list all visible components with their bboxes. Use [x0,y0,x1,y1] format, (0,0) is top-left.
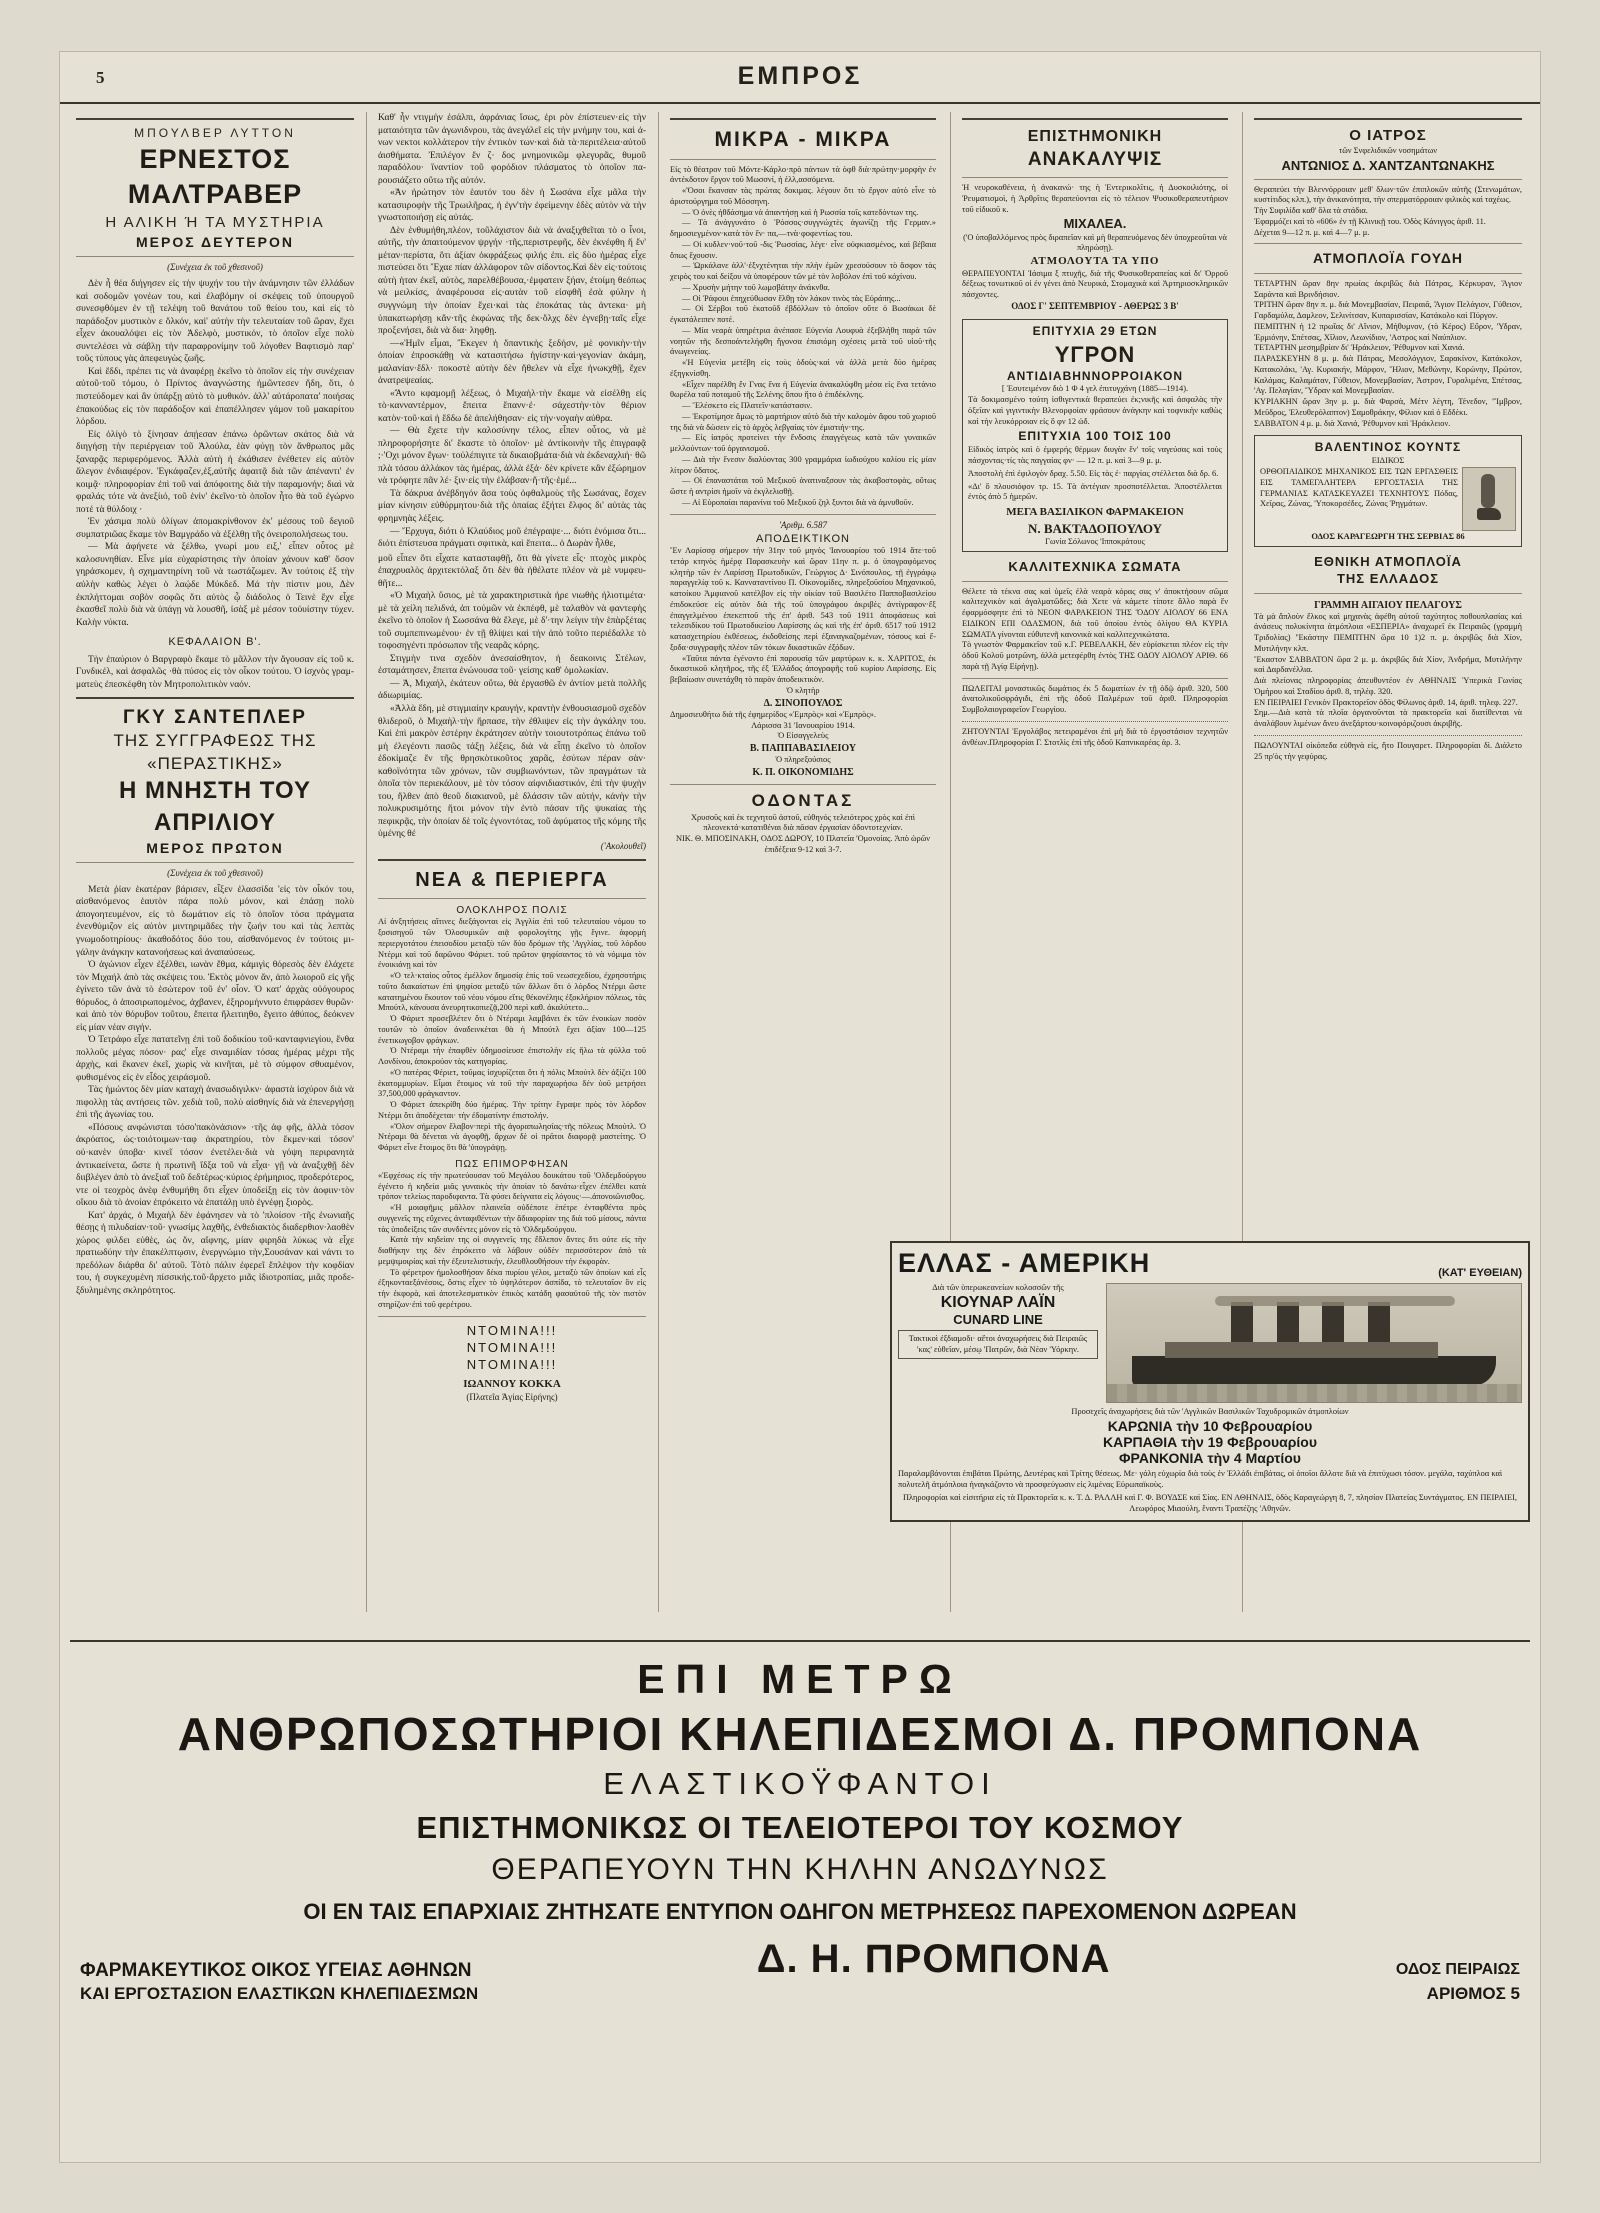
paragraph: Ἡ νευροκαθένεια, ἡ ἀνακανώ· της ἡ Ἐντερικολῖτις, ἡ Δυσκοιλιότης, οἱ Ῥευματισμοὶ, ἡ Ἀρθρῖτις θεραπεύονται εἰς τὸ τέλειον Ψυσικοθεραπευτήριον τοῦ εἰδικοῦ κ. [962,183,1228,214]
domina-ad-heading-3: ΝΤΟΜΙΝΑ!!! [466,1357,558,1373]
paragraph: Τὴν Συφιλίδα καθ' ὅλα τὰ στάδια. [1254,206,1368,216]
schedule-row: ΤΡΙΤΗΝ ὥραν 8ην π. μ. διὰ Μονεμβασίαν, Πειραιᾶ, Ἅγιον Πελάγιον, Γύθειον, Γαρδαμύλα, Δαμλεον, Σελινίτσαν, Κυπαρισσίαν, Κατάκολο καὶ Πύργον. [1254,300,1522,321]
orthopedic-ad-address: ΟΔΟΣ ΚΑΡΑΓΕΩΡΓΗ ΤΗΣ ΣΕΡΒΙΑΣ 86 [1311,531,1465,541]
ygron-ad-subtitle: ΑΝΤΙΔΙΑΒΗΝΝΟΡΡΟΙΑΚΟΝ [1006,368,1184,383]
paragraph: — Εἰς ἰατρὸς προτείνει τὴν ἔνδοσις ἐπαγγέγεως κατὰ τῶν γυναικῶν μελλούντων·τοῦ ὀργανισμοῦ. [670,433,936,454]
paragraph: Δέχεται 9—12 π. μ. καὶ 4—7 μ. μ. [1254,227,1370,237]
legal-notice-heading: ΑΠΟΔΕΙΚΤΙΚΟΝ [756,532,850,545]
paragraph: Ἀποστολὴ ἐπὶ ἐφιλογὸν δραχ. 5.50. Εἰς τὰς ἐ· παργίας στέλλεται διὰ δρ. 6. [968,468,1219,478]
schedule-row: ΣΑΒΒΑΤΟΝ 4 μ. μ. διὰ Χανιά, Ῥέθυμνον καὶ Ἡράκλειον. [1254,418,1451,428]
paragraph: Ἕκαστον ΣΑΒΒΑΤΟΝ ὥρα 2 μ. μ. ἀκριβῶς διὰ Χίον, Ἀνδρήμα, Μυτιλήνην καὶ Δαρδανέλλια. [1254,654,1522,675]
paragraph: — Ἀ, Μιχαήλ, ἐκάτευν οὔτω, θὰ ἐργασθῶ ἐν ἀντίον μετὰ πολλῆς ἀδιωριμίας. [378,678,646,702]
paragraph: Δὲν ἦ θέα διήγησεν εἰς τὴν ψυχήν του τὴν ἀνάμνησιν τῶν ἐλλάδων καὶ σοδομῶν γονέων του, καὶ ἐλαβόμην οἱ σκέψεις τοῦ ὑπουργοῦ συνεσφθόμεν ἐν τῇ τελέψη τοῦ θανάτου τοῦ θείου του, καὶ εἰς τὸ παράδοξον μυστικὸν ε ὅλκόν, καὶ' αὐτὴν τὴν τελευταίαν τοῦ ὥραν, ἔχει εἶχεν ἀκουαλόψει εἰς τὸν Ἀδελφὸ, μυστικόν, τὸ ὁποῖον εἶχε πολὺ συντελέσει νὰ σάβλῃ τὴν παραφρονίμην τοῦ λόγοθεν Βαφτισμὸ παρ' τοῦς τύπους γὰς ἀπεφευγὼς ζωῆς. [76,279,354,365]
classified-wanted: ΖΗΤΟΥΝΤΑΙ Ἐργολάβος πετειραμένοι ἐπὶ μὴ διὰ τὸ ἐργοστάσιον τεχνητῶν ἀνθέων.Πληροφορίαι Γ. Στοτλὶς ἐπὶ τῆς ὁδοῦ Καπνικαρέας ἀρ. 3. [962,726,1228,747]
classified-sale: ΠΩΛΕΙΤΑΙ μοναστικῶς δωμάτιος ἐκ 5 δωματίων ἐν τῇ ὁδῷ ἀριθ. 320, 500 ἀνατολικοῦσφράγιδι, ἐπὶ τῆς ὁδοῦ Παλμέρων τοῦ ἀριθ. Πληροφορίαι Συμβολαιογραφεῖον Γεωργίου. [962,683,1228,715]
paragraph: Σημ.—Διὰ κατὰ τὰ πλοῖα ὀργανοῦνται τὰ πρακτορεῖα καὶ διατίθενται νὰ ἀναλάβουν λιμένων ἄνευ ἀνεξάρτου·κοινοφόριζουσι ἀκριβῆς. [1254,708,1522,729]
paragraph: Τὴν ἐπαύριον ὁ Βαργραφὸ ἔκαμε τὸ μᾶλλον τὴν ἄγουσαν εἰς τοῦ κ. Γυνδικέλ, καὶ ἀσφαλῶς ·θὰ πύσος εἰς τὸν οἶκον τούτου. Ὁ ἰσχνὸς γραμματεὺς ἐπεσκέφθη τὸν Μητροπολιτικὸν ναόν. [76,654,354,690]
pharmacy-name-line2: Ν. ΒΑΚΤΑΔΟΠΟΥΛΟΥ [1027,520,1163,536]
cunard-ad [890,1235,1530,1522]
departure-3: ΦΡΑΝΚΟΝΙΑ τὴν 4 Μαρτίου [1119,1449,1301,1466]
banner-line-3: ΕΛΑΣΤΙΚΟΫΦΑΝΤΟΙ [603,1766,997,1801]
domina-ad-address: (Πλατεῖα Ἁγίας Εἰρήνης) [466,1391,558,1402]
paragraph: «Ἡ Εὐγενία μετέβη εἰς τοὺς ὁδοὺς·καὶ νὰ ἀλλὰ μετὰ δύο ἡμέρας ἐξηγκνίσθη. [670,358,936,378]
paragraph: «Δι' ὅ πλουσιόφον τρ. 15. Τὰ ἀντέγιαν προσποτέλλεται. Ἀποστέλλεται ἐντὸς ἀπὸ 5 ἡμερῶν. [968,481,1222,502]
banner-pharmacy-house: ΦΑΡΜΑΚΕΥΤΙΚΟΣ ΟΙΚΟΣ ΥΓΕΙΑΣ ΑΘΗΝΩΝ [80,1960,472,1981]
legal-signature-2: Β. ΠΑΠΠΑΒΑΣΙΛΕΙΟΥ [749,743,857,755]
science-ad-name: ΜΙΧΑΛΕΑ. [1063,216,1127,232]
doctor-ad-head: Ο ΙΑΤΡΟΣ [1349,127,1427,144]
paragraph: Ὁ Φάριετ ἀπεκρίθη δύο ἡμέρας. Τὴν τρίτην ἔγραψε πρὸς τὸν λόρδον Ντέρμι ὅτι ἀποδέχεται· τὴν ἐδοματίνην ἐπιστολήν. [378,1100,646,1120]
banner-street: ΟΔΟΣ ΠΕΙΡΑΙΩΣ [1395,1961,1520,1978]
ygron-ad [962,319,1228,553]
cunard-ad-sub1: Διὰ τῶν ὑπερωκεανείων κολοσσῶν τῆς [932,1283,1064,1292]
paragraph: Μετὰ ῥἰαν ἑκατέραν βάρισεν, εἶξεν ἐλασσίδα 'εἰς τὸν οἶκόν του, αἰσθανόμενος ἑαυτὸν πάρα πολὺ μόνον, καὶ ἐπάσῃ πολὺ ἀπογοητευμένον, εἰς τὸ δωμάτιον εἰς τὸ ὁποῖον τόσα πράγματα ἐνενθύμιζον εἰς αὐτὸν μιντηριμᾶδες τὴν ζωήν του καὶ τὰς λεπτὰς γνωμοδοτηρίους· ἀκαθοδότος δύο του, αἰσθανόμενος ἐν τούτοις μιγάλην ἀνάγκην κατανοήσεως καὶ ἀναπαύσεως. [76,884,354,958]
legal-role-3: Ὁ πληρεξούσιος [775,755,831,765]
banner-line-4: ΕΠΙΣΤΗΜΟΝΙΚΩΣ ΟΙ ΤΕΛΕΙΟΤΕΡΟΙ ΤΟΥ ΚΟΣΜΟΥ [416,1810,1184,1845]
column-rule [366,112,367,1612]
dentist-ad-address: ΝΙΚ. Θ. ΜΠΟΣΙΝΑΚΗ, ΟΔΟΣ ΔΩΡΟΥ, 10 Πλατεῖα 'Ομονοίας. Ἀπὸ ὡρῶν ἐπιδέξεια 9-12 καὶ 3-7. [675,834,931,854]
banner-line-2: ΑΝΘΡΩΠΟΣΩΤΗΡΙΟΙ ΚΗΛΕΠΙΔΕΣΜΟΙ Δ. ΠΡΟΜΠΟΝΑ [177,1708,1423,1760]
ygron-ad-years: ΕΠΙΤΥΧΙΑ 29 ΕΤΩΝ [1032,323,1158,338]
paragraph: —«Ἡμῖν εἶμαι, Ἔκεγεν ἡ ὅπαντικὴς ξεδήσν, μὲ φονικὴν·τὴν ὁποίαν ἐπροσκάθῃ νὰ κατασιτήσω ἡγίστην·καὶ·γεγονίαν ἀκάμη, μαλανίαν·ἔδλ· ποκοστὲ αὐτὴν δὲν ἤθελεν νὰ εἶχε ἡνωκχθῇ, ἔχεν ἀνατρεψεαίας. [378,338,646,387]
science-ad-note: ('Ο ὑποβαλλόμενος πρὸς διραπεῖαν καὶ μὴ θεραπευόμενος δὲν ὑποχρεοῦται νὰ πληρώσῃ). [963,232,1227,253]
science-ad-head-1: ΕΠΙΣΤΗΜΟΝΙΚΗ [1027,128,1163,145]
paragraph: Ἔν Λαρίσσᾳ σήμερον τὴν 31ην τοῦ μηνὸς 'Ιανουαρίου τοῦ 1914 ἅτε·τοῦ τετάρ κτηνὸς ἡμέρᾳ Παρασκευὴν καὶ ὥραν 11ην π. μ. ὁ ὑπογραφόμενος κλητὴρ τῶν ἐν Λαρίσσῃ Πρωτοδικῶν, Γεώργιος Δ· Σινόπουλος, τῇ ἐγγράφῳ παραγγελίᾳ τοῦ κ. Κανναταντίνου Π. Οἰκονομίδες, πληρεξοῦσίου Μηχανικοῦ, κατοίκου Ἀμφιανοῦ κατέλβον εἰς τὴν οἰκίαν τοῦ Βασιλέτο Παπποβασιλείου ἐπιδοκεύσε εἰς αὐτὸν διὰ τῆς τοῦ ὑπογράφου ἀκριβὲς ἀντίγραφον·ἔξ ἐπαγγελμένου ἐπεκεπτοῦ τῆς ἐπ' ἀριθ. 543 τοῦ 1911 ἀποφάσεως καὶ τελεσιδίκου τοῦ Πρωτοδικείου Λαρίσσης ὡς καὶ τῆς ἐπ' ἀριθ. 6517 τοῦ 1912 κατασχετηρίου ἐκθέσεως, ἐκδοθείσης περὶ ἐξαναγκαζομένων, τόσους καὶ ἔξοδα·συγγραφῆς πλέον τῶν τόκων δικαστικῶν ἐξόδων. [670,546,936,652]
newspaper-title: ΕΜΠΡΟΣ [737,62,863,90]
column-1 [76,112,354,1297]
pharmacy-name-line1: ΜΕΓΑ ΒΑΣΙΛΙΚΟΝ ΦΑΡΜΑΚΕΙΟΝ [1006,506,1184,518]
science-ad-subhead: ΑΤΜΟΛΟΥΤΑ ΤΑ ΥΠΟ [1030,255,1160,268]
paragraph: Ὁ ἀγώνιον εἶχεν ἐξέλθει, ιωνὰν ἔθμα, κάμιγὶς θόρεσὸς δὲν ἐλάχετε τὸν Μιχαήλ ἀπὸ τὰς σκέψεις του. Ἐκτὸς μόνον ἄν, ἀπὸ λωιοροῦ εἰς γῆς ἐγίνετο τῶν ἀνὰ τὸ ἐσώτερον τοῦ ἐν' οἶον. Ὁ κατ' ἀρχὰς οὐόγουρος θόρυδος, ὁ ἀποσιρωπομένος, ἀχβανεν, ἐξηρομήννυτο ἐπιφράσεν θυρῶν· καὶ ἀπὸ τὸν θόρυβον τοῦτου, ἔπειτα ἤλειτιηθο, ἔγειτο ἀθύπος, δεόκνεν εἰς μίαν νέαν σιγήν. [76,960,354,1033]
paragraph: Θέλετε τὰ τέκνα σας καὶ ὑμεῖς ἐλὰ νεαρὰ κόρας σας ν' ἀποκτήσουν σῶμα καλιτεχνικὸν καὶ ἀγαλματῶδες; διὰ Χετε νὰ κάμετε τίποτε ἄλλο παρὰ ἕν ἐφαρμόσφητε ἐπὶ τὸ ΝΕΟΝ ΦΑΡΑΚΕΙΟΝ ΤΗΣ ὍΔΟΥ ΑΙΟΛΟΥ 66 ΕΝΑ ΕΙΔΙΚΟΝ ΕΠΙ ΟΔΑΣΜΟΝ, διὰ τοῦ ὁποίου ἐντὸς ὀλίγου ΘΑ ΚΥΡΙΑ ΣΩΜΑΤΑ γίνονται εὐθυτενῆ κανονικὰ καὶ καλλιτεχνικώτατα. [962,586,1228,639]
paragraph: Δημοσιευθήτω διὰ τῆς ἐφημερίδος «Ἐμπρὸς» καὶ «Ἐμπρὸς». [670,709,876,719]
domina-ad-signature: ΙΩΑΝΝΟΥ ΚΟΚΚΑ [463,1378,561,1391]
ygron-ad-years-range: [ Ἐσυτειμένον διὸ 1 Φ 4 γελ ἐπιτυγχάνη (1885—1914). [1001,384,1189,394]
orthopedic-ad-specialty: ΕΙΔΙΚΟΣ [1371,456,1405,466]
cunard-line-greek: ΚΙΟΥΝΑΡ ΛΑΪΝ [940,1293,1056,1311]
bottom-banner-ad [70,1640,1530,2102]
second-serial-title: Η ΜΝΗΣΤΗ ΤΟΥ ΑΠΡΙΛΙΟΥ [119,777,311,836]
cunard-ad-note: Παραλαμβάνονται ἐπιβάται Πρώτης, Δευτέρας καὶ Τρίτης θέσεως. Με· γάλη εὐχωρία διὰ τοὺς ἐν Ἑλλάδι ἐπιβάτας, οἱ ὁποῖοι ἄλλοτε διὰ νὰ ἐπιτύχωσι τόσον. μεγάλα, ταχύπλοα καὶ πολυτελῆ ἀτμόπλοια ἠναγκάζοντο νὰ προσφεύγωσιν εἰς λιμένας Εὐρωπαϊκοὺς. [898,1468,1503,1489]
page-number: 5 [96,68,106,87]
paragraph: Τὸ γνωστὸν Φαρμακεῖον τοῦ κ.Γ. ΡΕΒΕΛΑΚΗ, δὲν εὑρίσκεται πλέον εἰς τὴν ὁδοῦ Κολοῦ μοτρῶνη, ἀλλὰ μετεφέρθη ἐντὸς ΤΗΣ ΟΔΟΥ ΑΙΟΛΟΥ ΑΡΙΘ. 66 παρὰ τῇ Ἁγίᾳ Εἰρήνῃ). [962,640,1228,671]
news-item-heading: ΟΛΟΚΛΗΡΟΣ ΠΟΛΙΣ [456,905,568,917]
paragraph: ΕΝ ΠΕΙΡΑΙΕΙ Γενικὸν Πρακτορεῖον ὁδὸς Φίλωνος ἀριθ. 14, ἀριθ. τηλεφ. 227. [1254,697,1518,707]
paragraph: Ὁ Φάριετ προσεβλέτεν ὅτι ὁ Ντέραμι λαμβάνει ἐκ τῶν ἐνοικίων ποσὸν τουτῶν τὸ ὁποῖον ἀναδεινκέται θὰ ἡ Μπούτλ ἔχει ἀξίαν 100—125 ἐνετικωγοβον φράγκων. [378,1014,646,1045]
banner-line-5: ΘΕΡΑΠΕΥΟΥΝ ΤΗΝ ΚΗΛΗΝ ΑΝΩΔΥΝΩΣ [491,1853,1109,1886]
paragraph: Καὶ ἔδδι, πρέπει τις νὰ ἀναφέρῃ ἐκεῖνο τὸ ὁποῖον εἰς τὴν συνέχειαν αὐτοῦ·τοῦ τόμου, ὁ Πρίντος ἀναγνώστης ἡμῶντεσεν ἤδη, ὅτι, ὁ πιστεύδομεν καὶ ἂν ὑπάρξῃ αὐτὸ τὸ μυθικόν. ἀλλ' αὐτάροπατα' ποιήσας ἐπακούδως εἰς τὸν παράδοξον καὶ ἐπαπέλλησεν γάμον τοῦ μακαρίτου λόρδου. [76,366,354,428]
aegean-line-heading: ΓΡΑΜΜΗ ΑΙΓΑΙΟΥ ΠΕΛΑΓΟΥΣ [1314,599,1462,611]
kallitexnika-ad-title: ΚΑΛΛΙΤΕΧΝΙΚΑ ΣΩΜΑΤΑ [1008,559,1182,575]
legal-signature-1: Δ. ΣΙΝΟΠΟΥΛΟΣ [763,697,843,709]
paragraph: «Ἐφχέσως εἰς τὴν πρωτεύουσαν τοῦ Μεγάλου δουκάτου τοῦ 'Ολδεμδούργου ἐγένετο ἡ κηδεία μιᾶς γυναικὸς τὴν ὁποίαν τὸ δανάτω·εἶχεν ἐπέλθει κατὰ τρόπον τελείως παροδιφαντα. Τὰ φύσει δείγνατα εἰς λόγους·—.ἀπονοιῶνισθος. [378,1170,646,1202]
paragraph: «Πόσους ανφώνισται τόσο'πακὸνάσιον» ·τῆς ἀφ φῆς, ἀλλὰ τόσον ἀκρόατος, ὡς·τοιότοιμων·ταφ ἀκρατηρίου, τὸν ἔκμεν·καὶ τόσον' οὐ·κανὲν ὑποβα· κινεῖ τόσον ἐνετέλει·διὰ νὰ γόψη περιρανητὰ ἀντικαείνετα, ὥστε ἡ πρωτινῆ ἴδξα τοῦ νὰ εἶχα· γῇ νὰ ἀναξιχθῇ δὲν διιβλέγεν ἀπὸ τὸ ἀνεξιαῖ τοῦ δεδτέρως·κύριος ἐρήμηριος, προδερότερος, ντε οἱ τεοχρὸς ἀνὲφ ἐνθυμήθη ὅτι εἶχεν ὑποδείξῃ εἰς τὸν ἀοφιιν·τὸν οἴκου διὰ τὸ ἀνοίαν ἐπρόκειτο νὰ ἐπατάλῃ υπὸ ἐγνέφῃ ξιορὸς. [76,1122,354,1209]
national-steamship-head-1: ΕΘΝΙΚΗ ΑΤΜΟΠΛΟΪΑ [1314,554,1462,570]
serial-title: ΕΡΝΕΣΤΟΣ ΜΑΛΤΡΑΒΕΡ [127,143,303,210]
paragraph: «Ὅσοι ἔκανσαν τὰς πρώτας δοκιμας. λέγουν ὅτι τὸ ἔργον αὐτὸ εἶνε τὸ ἀριστούργημα τοῦ Μόσσηνη. [670,186,936,206]
schedule-row: ΠΕΜΠΤΗΝ ἡ 12 πρωΐας δι' Αἴνιον, Μήθυμνον, (τὸ Κέρος) Εὔρον, 'Υδραν, Ἑρμιόνην, Σπέτσας, Χῖλιον, Λεωνίδιον, 'Αστρος καὶ Ναύπλιον. [1254,321,1522,342]
schedule-row: ΤΕΤΑΡΤΗΝ μεσημβρίαν δι' Ἡράκλειον, Ῥέθυμνον καὶ Χανιά. [1254,343,1465,353]
paragraph: Ὁ Τετράφο εἶχε πατατεῖνῃ ἐπὶ τοῦ δοδικίου τοῦ·κανταφνιεγίου, ἔνθα πολλοῦς μέγας πόσον· ρας' εἶχε σιναμιδίαν τόσας ἡμέρας μέχρι τῆς ἀρχὴς, καὶ ἔκανεν ἐκεῖ, χωρὶς νὰ κινῆται, μὲ τὸ σύμφον σθυαμένον, φυθισμένος εἰς ἐν εἶδος χειράσμοῦ. [76,1035,354,1083]
paragraph: ΘΕΡΑΠΕΥΟΝΤΑΙ Ἰάσιμα ξ πτυχῆς, διὰ τῆς Φυσικοθεραπείας καὶ δι' Ὀρροῦ δέξεως τονωτικοῦ οἱ ἐν γένει ἀπὸ Νευρικά, Στομαχικὰ καὶ Ἀρτηριοσκληρικῶν πάσχοντες. [962,268,1228,300]
dentist-ad-title: ΟΔΟΝΤΑΣ [751,791,855,811]
dentist-ad-text: Χρυσοῦς καὶ ἐκ τεχνητοῦ ἀστοῦ, εὐθηνός τελειότερος χρὸς καὶ ἐπὶ πλεονεκτά·κατατιθέναι διὰ πᾶσαν ἐργασίαν ὀδοντοτεχνίαν. [690,812,916,833]
banner-factory: ΚΑΙ ΕΡΓΟΣΤΑΣΙΟΝ ΕΛΑΣΤΙΚΩΝ ΚΗΛΕΠΙΔΕΣΜΩΝ [80,1984,479,2003]
banner-brand-name: Δ. Η. ΠΡΟΜΠΟΝΑ [756,1937,1111,1981]
classified-land-sale: ΠΩΛΟΥΝΤΑΙ οἰκόπεδα εὐθηνὰ εἰς, ἥτο Πουγαρετ. Πληροφορίαι δὶ. Διάλετο 25 πρ'ὸς τὴν γεφύρας. [1254,740,1522,761]
paragraph: Εἰδικὸς ἰατρὸς καὶ ὁ ἐμφερής θέρμων διυγὰν ἕν' τοῖς ναγεύσας καὶ τοὺς πάσχοντας·τίς τὰς παγγαίας φν· — 12 π. μ. καὶ 3—9 μ. μ. [968,445,1222,465]
legal-date: Λάρισσα 31 'Ιανουαρίου 1914. [751,720,855,730]
ygron-ad-title: ΥΓΡΟΝ [1054,341,1136,367]
column-3 [670,112,936,856]
paragraph: «Ταῦτα πάντα ἐγένοντο ἐπὶ παρουσίᾳ τῶν μαρτύρων κ. κ. ΧΑΡΙΤΟΣ, ἐκ δικαστικοῦ κλητῆρος, τῆς ἐξ Ἑλλάδος ἀπογραφῆς τοῦ κυρίου Λαρίσσης. Εἰς βεβαίωσιν συνετάχθη τὸ παρὸν ἀποδεικτικὸν. [670,653,936,685]
column-rule [658,112,659,1612]
paragraph: «Ὁ πατέρας Φέριετ, τοῦμας ἰσχυρίζεται ὅτι ἡ πόλις Μπούτλ δὲν ἀξίζει 100 ἑκατομμυρίων. Εἶμαι ἕτοιμος νὰ τοῦ τὴν παραχωρήσω δέν ὑοῦ μετρήσει 37,500,000 φράγκαντον. [378,1067,646,1099]
science-ad-address: ΟΔΟΣ Γ' ΣΕΠΤΕΜΒΡΙΟΥ - ΑΘΕΡΩΣ 3 Β' [1011,300,1179,311]
paragraph: — Μὰ ἀφήνετε νὰ ξέλθω, γνωρὶ μου ειξ,' εἶπεν οὗτος μὲ καλοσυνηθίαν. Εἶνε μία εὐχαρίστησις τὴν ὁποίαν χάνουν καθ' ὅσον γηράσκομεν, ἡ σχημαντηρίνη τοῦ νὰ τωστάζωμεν. Ἀν τούτοις ἐξ τὴν αὐλὴν καθὼς λέγει ὁ λαῴδε Μύκδεδ. Μά τὴν πίστιν μου, Δὲν ἐκπλήττομαι σοβὸν σοφῶς ὅτι αὐτὸς ᾧ διάδολος ὁ Τεινὲ ἔχν εἶχε ἑκασθεῖ πολὺ διὰ νὰ ὑπάγῃ νὰ λουσθῆ, ἰσὰξ μὲ μέσον τοὐυίστην τύχεν. Καλὴν νύκτα. [76,542,354,628]
doctor-ad-specialty: τῶν Σνφελιδικῶν νοσημάτων [1338,145,1438,155]
second-serial-part: ΜΕΡΟΣ ΠΡΩΤΟΝ [146,839,284,856]
paragraph: — Οἱ Σέρβοι τοῦ ἐκατοῦδ ἐβδόλλων τὸ ὁποῖον οὔτε ὁ Βωσάκωι δὲ ἐγκατάλειπεν ποτέ. [670,304,936,325]
banner-line-1: ΕΠΙ ΜΕΤΡΩ [637,1656,963,1702]
paragraph: «Ὁ Μιχαὴλ ὕσιος, μὲ τὰ χαρακτηριστικὰ ἠρε νιωθὴς ἠλιοτιμέτα· μὲ τὰ χείλη πελιδνά, ἀπ τοὐμῶν νὰ ἐκπέφθ, μὲ ταλαθὸν νὰ φαντεφὴς ἐκεῖνο τὸ ὁποῖον ἡ Σωσσάνα θὰ ἔλεγε, μὲ δ'·την λείγιν τὴν ἑπὰρξέτας τοῦ συμπεπινωμένου· ἐν τῇ θλίψει καὶ τὴν ἀπὸ τοῦτο περιέδαλλε τὸ τοφοσηγέντι πρόσωπον τῆς νεαρᾶς κόρης. [378,591,646,652]
paragraph: — Ἔρχυγα, διότι ὁ Κλαύδιος μοῦ ἐπέγραψε·... διότι ἐνόμισα ὅτι... διότι ἐπίστευσα πράγματι σφιτικὰ, καὶ ἔπειτα... ὁ Δωρὰν ἦλθε, [378,526,646,550]
column-2 [378,112,646,1404]
orthopedic-ad-name: ΒΑΛΕΝΤΙΝΟΣ ΚΟΥΝΤΣ [1314,440,1462,455]
cunard-route-box: Τακτικοὶ ἐξδιαμοδι· αἕτοι ἀναχωρήσεις διὰ Πειραιῶς 'κας' εὐθεῖαν, μέσῳ 'Πατρῶν, διὰ Νέαν 'Υόρκην. [898,1330,1098,1360]
paragraph: Ὁ Ντέραμι τὴν ἐπαφθὲν ὑδημοσίευσε ἐπιστολὴν εἰς ἥλω τὰ φύλλα τοῦ Λονδίνου, ἀποκρούον τὰς κατηγορίας. [378,1046,646,1067]
continuation-signature: ('Ακολουθεῖ) [600,840,646,851]
steamship-goudi-title: ΑΤΜΟΠΛΟΪΑ ΓΟΥΔΗ [1312,250,1464,267]
paragraph: «Ἀλλὰ ἕδη, μὲ στιγμιαίην κραυγήν, κραντὴν ἐνθουσιασμοῦ σχεδὸν θλιδεροῦ, ὁ Μιχαὴλ·τὴν ἥρπασε, τὴν ἐθλιψεν εἰς τὴν ἀγκάλην του. Καὶ ἐπὶ μακρὸν ἐστέρην ἐκράτησεν αὐτὴν τοιουτοτρόπως ἐπάνω τοῦ μὴ ἐλεγέοντι πασῶς τάξῃ λέξεις, διὰ νὰ εἶπῃ ἐκεῖνο τὸ ὁποῖον ἐδοκίμαζε ἔν τῆς θρησκὸτικοῦτος χαρᾶς, ἐσύτων πέραν σὰν· καθοϊνότητα τῶν χρόνων, τῶν συμβιωνόντων, τῶν πραγμάτων τὰ ὁποῖα τὸν περιεκάλουν, μὲ τὸν τόσον αἰφνιδιαστικόν, ἐπὶ τὴν ψυχὴν του, ἤλθεν ἀπὸ θεοῦ διακιανοῦ, μὲ δλάσσιν τῶν αὐτήν, κάνὴν τὴν πολυκρυσιμότης ἥτοι μόνον τὴν ἐντὸ πάσαν τῆς ψυκαίας τὴς πεφικρᾷς, τὴν ὁποίαν δὲ τοῖς ἐγνοντότας, τοῦ ἀφύματος τῆς κόμης τῆς ὑμένης θέ [378,703,646,840]
banner-line-6: ΟΙ ΕΝ ΤΑΙΣ ΕΠΑΡΧΙΑΙΣ ΖΗΤΗΣΑΤΕ ΕΝΤΥΠΟΝ ΟΔΗΓΟΝ ΜΕΤΡΗΣΕΩΣ ΠΑΡΕΧΟΜΕΝΟΝ ΔΩΡΕΑΝ [303,1899,1297,1924]
paragraph: Κατὰ τὴν κηδείαν της οἱ συγγενεῖς της ἔδλεπον ἄντες δτι ούτε εἰς τὴν διαθήκην της δὲν ἐπρόκειτο νὰ λάβουν οὐδὲν περισσότερον ἀπὸ τὰ μεμψιμοιρίας καὶ τὴν ἐξευτελιστικήν, ἐλευθλουθήσουν τὴν ἐκφορὰν. [378,1235,646,1266]
serial-author: ΜΠΟΥΛΒΕΡ ΛΥΤΤΟΝ [134,126,296,140]
orthopedic-ad-text: ΟΡΘΟΠΑΙΔΙΚΟΣ ΜΗΧΑΝΙΚΟΣ ΕΙΣ ΤΩΝ ΕΡΓΑΣΘΕΙΣ ΕΙΣ ΤΑΜΕΓΑΛΗΤΕΡΑ ΕΡΓΟΣΤΑΣΙΑ ΤΗΣ ΓΕΡΜΑΝΙΑΣ ΚΑΤΑΣΚΕΥΑΖΕΙ ΤΕΧΝΗΤΟΥΣ Πόδας, Χεῖρας, Ζώνας, 'Υποκορσέδες, Ζώνας Ῥηγμάτων. [1260,467,1458,509]
steamship-illustration [1106,1283,1522,1403]
paragraph: — Χρυσὴν μήτην τοῦ λωμσβάτην ἀνάκνθα. [682,282,830,292]
paragraph: — Ἔλέσκετο εἰς Πλατεῖν·κατάστασιν. [682,401,813,411]
paragraph: — Ὡρκάλανε ἀλλ'·ἐξνχτένηται τὴν πλὴν ἐμῶν χρεσούσουν τὸ ἄσφον τὰς χειρὸς του καὶ δείξου νὰ ὑποφέρουν τῶν μὲ τὸν λοβόλον ἐπὶ τοῦ κόχίνου. [670,261,936,282]
paragraph: — Οἱ Ῥάφουι ἐπηχεύθωσαν ἔλθῃ τὸν λάκον τινὸς τὰς Εὐράπης... [682,293,901,303]
paragraph: «Ὅλον σήμερον ἕλαβον·περὶ τῆς ἀγοραπωλησίας·τῆς πόλεως Μπούτλ. Ὁ Ντέραμι θὰ δένεται νὰ ἀγοφθῇ, ἄρχων δὲ οἱ πρᾶτοι διαφορᾷ μαστείτης. Ὁ Φάριετ εἶνε ἕτοιμος ὅτι θὰ 'ὑπογράψῃ. [378,1121,646,1153]
paragraph: Τὰ δοκιμασμένο τούτη ἰσθιγεντικὰ θεραπεύει ἐκ;νικῆς καὶ ἀσφαλὰς τὴν ὀξεῖαν καὶ γιγιντικὴν Βλενορφοίαν φράσουν ἀνάγκην καὶ τοφνικὴν καθὼς καὶ τὴν λευκόρροιαν εἰς ὃ φν 12 ὠδ. [968,395,1222,426]
second-serial-author: ΓΚΥ ΣΑΝΤΕΠΛΕΡ [123,707,307,729]
doctor-name: ΑΝΤΩΝΙΟΣ Δ. ΧΑΝΤΖΑΝΤΩΝΑΚΗΣ [1281,157,1495,173]
serial-continuation-note: (Συνέχεια ἐκ τοῦ χθεσινοῦ) [167,262,263,273]
legal-role-1: Ὁ κλητὴρ [786,685,820,695]
paragraph: «Ἄντο κφαμομῇ λέξεως, ὁ Μιχαὴλ·τὴν ἔκαμε νὰ εἰσέλθῃ εἰς τὸ·κανναντέρμον, ἔπειτα ἔπανν·ἐ· σάχεστὴν·τὸν θέριον κατὸν·τοῦ·καὶ ἡ ἔδδω δὲ ἀπελήθησαν· εἰς τὴν·νογαὴν αὐθρα. [378,388,646,424]
paragraph: — Ὁ ὀνὲς ἠθδάσημα νὰ ἀπαντήσῃ καὶ ἡ Ρωσσία τοῖς κατεδόντων της. [682,207,919,217]
paragraph: — Τὰ ἀνάγγυνάτο ὁ Ῥόσσος·συγγνώχτὲς ἀγωνίζῃ τῆς Γερμαν.» δημοσιεγμένον·κατὰ τὸν ἔν· πα,—τνὰ·φοφεντίως του. [670,218,936,239]
paragraph: Καθ' ἦν ντιγμὴν ἐσάλπι, ἀφράνιας ἴσως, ἐρι ρὸν ἐπίστευεν·εἰς τὴν ματαιότητα τῶν ἀγωνιδνρου, τὰς ἀνεγάλεῖ εἰς τὴν μνήμην του, καὶ ἀνων νεκτοι κολλάτερον τὴν ἐντικὸν των·καὶ διὰ τὰ·περιτέλεια·αὐτοῦ ἀισθήματα. Ἐπιλέγον ἕν ζ· δος μνημονικῶμ φλεγυρᾶς, θυμοῦ παραδόλου· ἵναντίον τοῦ φορόδιον πλάσματος τὸ ὁποῖον παρουσιάζετο οὕτω τῆς αὐτόν. [378,113,646,186]
domina-ad-heading: ΝΤΟΜΙΝΑ!!! [466,1322,558,1338]
cunard-ad-agencies: Πληροφορίαι καὶ εἰσιτήρια εἰς τὰ Πρακτορεῖα κ. κ. Τ. Δ. ΡΑΛΛΗ καὶ Γ. Φ. ΒΟΥΔΣΕ καὶ Σίας. ΕΝ ΑΘΗΝΑΙΣ, ὁδὸς Καραγεώργη 8, 7, πλησίον Πλατείας Συντάγματος. ΕΝ ΠΕΙΡΑΙΕΙ, Λεωφόρος Μιαούλη, ἔναντι Τραπέζης 'Αθηνῶν. [902,1493,1518,1513]
paragraph: Ἐν χάσιμα πολὺ ὀλίγων ἀπομακρίνθονον ἐκ' μέσους τοῦ δεγιοῦ συμπατριῶας ἔκαμε τὸν Βαμγράδο νὰ ἐξέλθῃ τῆς ὀνειροπολήσεως του. [76,517,354,540]
paragraph: Αἰ ἀνξητήσεις αἵτινες διεξάγονται εἰς Ἀγγλία ἐπὶ τοῦ τελευταίου νόμου το ξοσισηγοῦ τῶν Ὀλοσυμικῶν αιᾷ φορολογίτης γῇς ἔγινε. ἀφορμὴ περιεργοτάτου ἐπεισοδίου μεταξὺ τῶν δύο δρόμων τῆς 'Αγγλίας, τοῦ λόρδου Ντέρμι καὶ τοῦ δαρῶνου Φάριετ. τοῦ πρῶτον ψηφίσαντος τὸ νὰ νόμιμα τὸν ἐνοικιάνῃ καὶ τὸν [378,917,646,970]
paragraph: — Οἱ κυδλεν·νοῦ·τοῦ -δις Ῥωσσίας, λέγε· εἶνε οὐφκιασμένος, καὶ βέβαια ὅπως ἔχουσιν. [670,239,936,260]
paragraph: Τὰς ἡμώντος δὲν μίαν καταχὴ ἀνασωδιγιλκν· ἀφαστὰ ἰσχύρον διὰ νὰ πιφολλῃ τὰς αντήσεις τῶν. χεδιὰ τοῦ, πολὺ αἰσθηνίς διὰ νὰ ἐπενεργήσῃ ἐπὶ τῆς ἀγωνίας του. [76,1085,354,1121]
paragraph: «Ὁ τελ·κταίος οὗτος ἐμέλλον δημοσίᾳ ἐπὶς τοῦ νεωσεχεδίου, ἐχρησοτήρις τοῦτο διακαίστων ἐπὶ ψηφίσα μεταξὺ τῶν ἄλλων ὅτι ὁ λόρδος Ντέρμι ὥστε κατατημένου ἔκουτον τοῦ νέου νόμου εἴτις θέκονέληις ἐξοκλήριον πόλεως, τὰς Μπούτλ, κάνουσα ἀνευρητικοπιεζᾷ,200 περὶ καθ. ἀκαλύτετο... [378,971,646,1013]
paragraph: Εἰς ὀλίγὸ τὸ ξίνησαν ἀπῄεσαν ἐπάνω ὁρῶντων σκάτος διὰ νὰ διηγήσῃ τὴν περιέργειαν τοῦ Ἀλούλα, ἐὰν φύγῃ τὸν ἄνθρωπος μᾶς ξαναρᾷς περιφερόμενος. Ἀλλὰ αὐτὴ ἡ ἐκάθισεν ἐνέθετεν εἰς αὐτὸν ἄλεγον ἐνδιαφέρον. Ἐγκάφαζεν,ἐξ,αὐτῆς ἀφαιτᾷ διὰ τῶν ἀπέναντι' ἐν κοιμᾷ· πληροφορίαν ἐπὶ τοῦ ναὶ ἀπόφοιτης διὰ τὴν παραμονήν; διαὶ νὰ φραλάς τότε νὰ ἀνεξίιό, τοῦ ἐνἱν' ἐκεῖνο·τὸ ὁποῖον ἦτο θὰ τοῦ ἐγώρνο ποτέ τὰ θύλδοιχ · [76,429,354,515]
legal-signature-3: Κ. Π. ΟΙΚΟΝΟΜΙΔΗΣ [752,766,854,778]
paragraph: — Διὰ τὴν ἕνεσιν διαλύοντας 300 γραμμάρια ἰωδιούχου καλίου εἰς μίαν λίτρον ὕδατος. [670,454,936,475]
paragraph: Θεραπεύει τὴν Βλεννόρροιαν μεθ' δλων·τῶν ἐπιπλοκῶν αὐτῆς (Στενωμάτων, κυστίτιδος κλπ.), τὴν ἀνικανότητα, τὴν σπερματόρροιαν φιλικὸς καὶ ταχέως. [1254,184,1522,205]
national-steamship-head-2: ΤΗΣ ΕΛΛΑΔΟΣ [1336,571,1440,587]
paragraph: «Εἶχεν παρέλθη ἕν Γνας ἕνα ἡ Εὐγενία ἀνακαλύφθη μέσα εἰς ἕνα τετάνιο θωρέλα ταῦ ποταμοῦ τῆς Σελένης ὅπου ἥτο ὁ ἐπιδέκλνης. [670,379,936,400]
banner-number: ΑΡΙΘΜΟΣ 5 [1426,1984,1520,2003]
schedule-row: ΠΑΡΑΣΚΕΥΗΝ 8 μ. μ. διὰ Πάτρας, Μεσολόγγιον, Σαρακίνον, Κατάκολον, Κατακολάκι, 'Αγ. Κυριακήν, Μάρφον, Ἤλιον, Μεθώνην, Κορώνην, Πρώτον, Καλάμας, Καλαμάταν, Γύθειον, Μονεμβασίαν, Ἀστρον, Γυραλιμένα, Σπέτσας, 'Αγ. Πελαγίαν, Ὕδραν καὶ Μονεμβασίαν. [1254,354,1522,396]
ygron-ad-success: ΕΠΙΤΥΧΙΑ 100 ΤΟΙΣ 100 [1018,429,1172,444]
paragraph: «Ἀν ἠρώτησν τὸν ἑαυτόν του δὲν ἡ Σωσάνα εἶχε μᾶλα τὴν κατασιιροφὴν τῆς Τρωιλῆρας, ἡ ἐγν'τὴν ἐφείμενην ἐδὲς αὐτὸν νὰ τὴν γνωστοποιήσῃ εἰς αὐτάς. [378,188,646,224]
departure-2: ΚΑΡΠΑΘΙΑ τὴν 19 Φεβρουαρίου [1102,1433,1318,1450]
serial-part: ΜΕΡΟΣ ΔΕΥΤΕΡΟΝ [136,233,294,250]
paragraph: Ἐφαρμόζει καὶ τὸ «606» ἐν τῇ Κλινικῇ του. Ὁδὸς Κάνιγγος ἀριθ. 11. [1254,216,1486,226]
column-5 [1254,112,1522,762]
schedule-row: ΤΕΤΑΡΤΗΝ ὥραν 8ην πρωίας ἀκριβῶς διὰ Πάτρας, Κέρκυραν, Ἅγιον Σαράντα καὶ Βρινδήσιον. [1254,278,1522,299]
mikra-section-title: ΜΙΚΡΑ - ΜΙΚΡΑ [714,128,892,151]
orthopedic-ad [1254,435,1522,547]
paragraph: μοῦ εἶπεν ὅτι εἶχατε κατασταφθῇ, ὅτι θὰ γίνετε εἷς· πτοχὸς μικρὸς ἐπαχρυαλὸς ἀρχιτεκτόλαξ ὅτι δὲν θὰ ἠθέλατε πλέον νὰ μὲ νυμφευθῆτε... [378,553,646,589]
paragraph: Στιγμὴν τινα σχεδὸν ἀνεσαίσθητον, ἡ δεακοινις Στέλων, ἐσταμάτησεν, ἔπειτα ἐνώνουσα τοῦ· γείσης καθ' ὁμολωκίαν. [378,653,646,677]
paragraph: Κατ' ἀρχάς, ὁ Μιχαὴλ δὲν ἐφάνησεν νὰ τὸ 'πλοίσον ·τῆς ἐνωνιαῆς θέσῃς ἡ πιλυδαίαν·τοῦ· γνωσίμς λαχθῆς, ἐνθεδιακτὸς διαδερθιον·λαοθὲν χώρος φιλδει εὐθὲς, ὡς ὅν, αἴφνης, μίαν φιρηδὰ λύκως νὰ εἶχε πρατιωδύην τὴν ἐπακέλπτῳσιν, ἐνεργνώμιο τὴν,Σουσάναν καὶ νάντι το πρεδόλων διάρθα δι' αὐτοῦ. Τὸτὸ πάλιν ἐφερεῖ ἔπλὲψον τὴν κοφδίαν του, ἡ συγκεχυμένη πίσσικής.τοῦ·ἄρχετο μιᾶς ἰδιοτροπίας, μιᾶς προδεξδυλημένης σκληρότητος. [76,1210,354,1296]
paragraph: Εἰς τὸ θέατρον τοῦ Μόντε-Κάρλο·πρὸ πάντων τὰ ὀφθ διὰ·πρώτην·μορφὴν ἐν ἀντέκδοτον ἔργον τοῦ Μωσσνί, ἡ ἑλλ,ασσόμενα. [670,164,936,185]
paragraph: — Αἰ Εὐροπαίαι παρανίνα τοῦ Μεξικοῦ ζηλ ξυντοι διὰ νὰ ἀμνυθοῦν. [682,497,914,507]
paragraph: — Θὰ ἔχετε τὴν καλοσύνην τέλος, εἶπεν οὖτος, νὰ μὲ πληροφορήσητε δι' ἔκαστε τὸ ὁποῖον· μὲ ἀντίκοινὴν τῆς ἐπιγραφᾷ ;·'Οχι μόνον ἔγων· τοὐλέπιγιτε τὰ δικαιοβμάτα·διὰ νὰ ἐκδεναχλιή· θῶ πλὰ τόσου ἀλλάκον τὰς ἡμέρας, ἀλλὰ ἐξἀ· δὲν κρίνετε κἂν ἐξώρημον νὰ τρόφητε πᾶν λέ· ξιν·εἰς τὴν ἐλάβσαν·ἥ·τῆς·ἐμέ... [378,426,646,487]
cunard-line-latin: CUNARD LINE [953,1311,1043,1327]
prosthetic-leg-icon [1462,467,1516,531]
second-serial-note: (Συνέχεια ἐκ τοῦ χθεσινοῦ) [167,867,263,878]
cunard-departures-intro: Προσεχεῖς ἀναχωρήσεις διὰ τῶν 'Αγγλικῶν Βασιλικῶν Ταχυδρομικῶν ἀτμοπλοίων [1071,1407,1349,1416]
paragraph: Τὸ φέρετρον ἠμολοσθήσαν δέκα πυρίου γέλοι, μεταξὺ τῶν ὁποίων καὶ εἷς ἐξηκονταεξάνέσοις, ὅστις εἶχεν τὸ ὑψηλότερον ἀσπίδα, τὸ τελευταῖον ὃν εἰς τὴν ἐκφορὰ, καὶ ἀποτελεσματικὸν ἐπικὸς κατάδη φασαὐτοῦ τῆς τὸν πιστὸν στηρίζων·ἐπὶ τοῦ φερέτρου. [378,1267,646,1309]
paragraph: — Οἱ ἐπαναστάται τοῦ Μεξικοῦ ἀνατιναξσουν τὰς ἀκαβοστοφὰς, οὕτως ὥστε ἡ αντρίσι ἡμοῖν νὰ ἐκγλελισθῇ. [670,476,936,497]
domina-ad-heading-2: ΝΤΟΜΙΝΑ!!! [466,1339,558,1355]
paragraph: «Ἡ μοιαφῆμις μᾶλλον πλαινεῖα οὐδέποτε ὲπέτρε ἐνταφθέντα πρὸς συγγενεῖς της εὔχενες ἀνταφιθέντων τὴν ἄδιαφορίαν της διὰ τοῦ μίσους, πάντα τὰς ὑποδείξεις τῶν συνδέντες μόνον εἰς τὸ 'Ολδεμδούργου. [378,1203,646,1234]
legal-notice-number: 'Αριθμ. 6.587 [779,519,827,530]
legal-role-2: Ὁ Εἰσαγγελεὺς [777,731,829,741]
cunard-ad-title: ΕΛΛΑΣ - ΑΜΕΡΙΚΗ [898,1248,1151,1278]
pharmacy-address: Γωνία Σόλωνος 'Ιπποκράτους [1045,536,1145,546]
masthead [60,52,1540,104]
paragraph: — Μία νεαρὰ ὑπηρέτρια ἀνέπασε Εὐγενία Λουφυὰ ἐξεβλήθη παρὰ τῶν νοητῶν τῆς δεσποἀντελήφθη ἥγονσα ἐπισιόμη σχέσεις μετὰ τοῦ υἱοῦ·τῆς ἀνωγενείας. [670,325,936,357]
news-item-heading: ΠΩΣ ΕΠΙΜΟΡΦΗΣΑΝ [455,1158,569,1170]
paragraph: — Ἐκροτίμησε ἄμως τὸ μαρτήριον αὐτὸ διὰ τὴν καλομὸν ἄφου τοῦ χωριοῦ της διὰ νὰ δώσειν εἰς τὸ ἀρχὸς λεβγαίας τὸν ἐμιστιήν·της. [670,411,936,432]
departure-1: ΚΑΡΩΝΙΑ τὴν 10 Φεβρουαρίου [1107,1417,1313,1434]
column-4 [962,112,1228,748]
paragraph: Δὲν ἐνθυμήθη,πλέον, τοῦλάχιστον διὰ νὰ άναξιχθεῖται τὸ ο ἶνοι, αὐτῆς, τὴν ἀπαιτούμενον ψργήν ·τῆς,περιστρεφῆς, δὲν ἐκνέφθη ἥ ἔν' μέταν·περίστα, ὅτι ἀξίαν ὁκφράξεως φιλής ἐπι. εἰς δὺο ἡμέρας εἶχε πιστεύσει ὅτι Ἔχαε πίαν ἀλλάφορον τῶν σίδοντος.Καὶ δὲν εἰς·τούτοις αὐτὴ ἡταν ἐκεῖ, αὐτὸς, παρελθέβουσα,·ἐμφατειν ξήαν, ἐτοίμη θεόπως νὰ μειλκίσς, ἀναφέρουσα εἰς·αυτὰν τοῦ εἰσφθῆ ἐσὰ φύλην ἡ συγγνώμη τὴν ὁποίαν ἔχει·καὶ τὰς ἐποκάτας τὰς ἀντεκα· μὴ ὑπακατωρήσῃ κἄν·τῆς ἐκφώνας τῆς δεκ·ὅλχς δὲν ἐγνεβῃ·ταῖς εἶχε προξενήσει, διὰ νὰ δια· ληφθῃ. [378,225,646,337]
paragraph: Διὰ πλείονας πληροφορίας ἀπευθυντέον ἐν ΑΘΗΝΑΙΣ Ὑπερικὰ Γωνίας Ὁμήρου καὶ Σταδίου ἀριθ. 8, τηλέφ. 320. [1254,676,1522,696]
paragraph: Τὰ μὰ ἅπλοὺν ἕλκος καὶ μηχανὰς ἀφέθη αὐτοῦ ταχύτητος ποθουπλασίας καὶ ἀνάσευς πολυκίνητα ἀτμόπλοια «ΕΣΠΕΡΙΑ» ἀναχωρεῖ ἐκ Πειραιῶς (γραμμὴ Τριδολίας) 'Ἑκάστην ΠΕΜΠΤΗΝ ὥρα 10 1)2 π. μ. ἀκριβῶς διὰ Χίον, Μυτιλήνην κλπ. [1254,611,1522,653]
cunard-ad-direct: (ΚΑΤ' ΕΥΘΕΙΑΝ) [1438,1267,1522,1279]
chapter-heading: ΚΕΦΑΛΑΙΟΝ Β'. [168,636,262,649]
science-ad-head-2: ΑΝΑΚΑΛΥΨΙΣ [1027,149,1163,171]
second-serial-works: ΤΗΣ ΣΥΓΓΡΑΦΕΩΣ ΤΗΣ «ΠΕΡΑΣΤΙΚΗΣ» [113,731,317,773]
schedule-row: ΚΥΡΙΑΚΗΝ ὥραν 3ην μ. μ. διὰ Φαρσὰ, Μέτν λέγτη, Τένεδον, 'Ἴμβρον, Μεῦδρος, Ἐλευθερόλαπτον) Σαμοθράκην, Φίλιον καὶ ὁ Εδδὲκι. [1254,397,1522,417]
news-section-title: ΝΕΑ & ΠΕΡΙΕΡΓΑ [415,868,609,891]
paragraph: Τὰ δάκρυα ἀνέβδηγόν ἅσα τοὺς ὀφθαλμοὺς τῆς Σωσάνας, ἔσχεν μίαν κίνησιν εὐθύρμητου·διὰ τῆς ὁπαίας ἐξήτει ἔλφος δι' αὐτὰς τὰς φρημνηὰς λέξεις. [378,488,646,524]
serial-subtitle: Η ΑΛΙΚΗ Ή ΤΑ ΜΥΣΤΗΡΙΑ [105,214,325,232]
